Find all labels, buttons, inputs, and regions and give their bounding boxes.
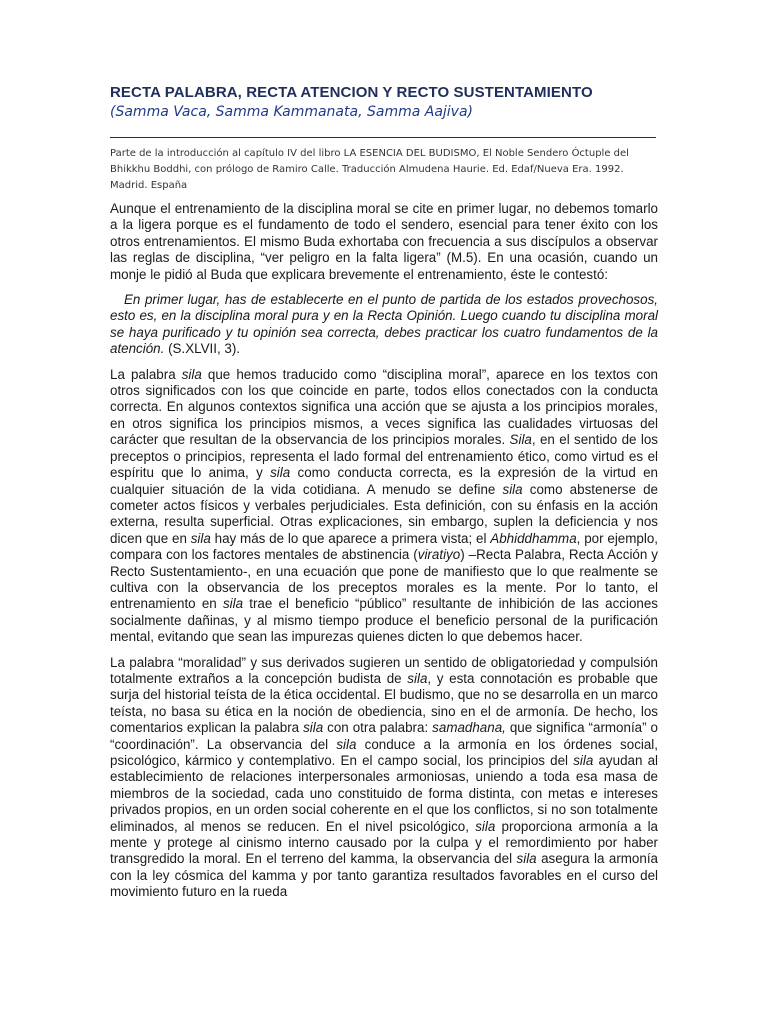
paragraph-1: Aunque el entrenamiento de la disciplina moral se cite en primer lugar, no debemos tomarlo a la ligera porque es el fundamento de todo el sendero, esencial para tener éxito con los otros entrenamientos. El mismo Buda exhortaba con frecuencia a sus discípulos a observar las reglas de disciplina, “ver peligro en la falta ligera” (M.5). En una ocasión, cuando un monje le pidió al Buda que explicara brevemente el entrenamiento, éste le contestó: xyxy=(110,201,658,282)
document-subtitle: (Samma Vaca, Samma Kammanata, Samma Aajiva) xyxy=(110,104,474,120)
italic-term: samadhana, xyxy=(432,720,506,736)
buddha-quote xyxy=(110,292,658,358)
italic-term: Abhiddhamma xyxy=(490,530,577,546)
paragraph-2: La palabra sila que hemos traducido como “disciplina moral”, aparece en los textos con otros significados con los que coincide en parte, todos ellos conectados con la conducta correcta. En algunos contextos significa una acción que se ajusta a los principios morales, en otros significa los principios mismos, a veces significa las cualidades virtuosas del carácter que resultan de la observancia de los principios morales. Sila, en el sentido de los preceptos o principios, representa el lado formal del entrenamiento ético, como virtud es el espíritu que lo anima, y sila como conducta correcta, es la expresión de la virtud en cualquier situación de la vida cotidiana. A menudo se define sila como abstenerse de cometer actos físicos y verbales perjudiciales. Esta definición, con su énfasis en la acción externa, resulta superficial. Otras explicaciones, sin embargo, suplen la deficiencia y nos dicen que en sila hay más de lo que aparece a primera vista; el Abhiddhamma, por ejemplo, compara con los factores mentales de abstinencia (viratiyo) –Recta Palabra, Recta Acción y Recto Sustentamiento-, en una ecuación que pone de manifiesto que lo que realmente se cultiva con la observancia de los preceptos morales es la mente. Por lo tanto, el entrenamiento en sila trae el beneficio “público” resultante de inhibición de las acciones socialmente dañinas, y al mismo tiempo produce el beneficio personal de la purificación mental, evitando que sean las impurezas quienes dicten lo que debemos hacer. xyxy=(110,366,658,645)
italic-term: sila xyxy=(181,366,202,382)
italic-term: sila xyxy=(475,818,496,834)
italic-term: sila xyxy=(270,465,291,481)
italic-term: sila xyxy=(573,753,594,768)
source-note: Parte de la introducción al capítulo IV del libro LA ESENCIA DEL BUDISMO, El Noble Sendero Óctuple del Bhikkhu Boddhi, con prólogo de Ramiro Calle. Traducción Almudena Haurie. Ed. Edaf/Nueva Era. 1992. Madrid. España xyxy=(110,148,629,191)
italic-term: sila xyxy=(407,670,428,686)
italic-term: sila xyxy=(190,530,211,546)
italic-term: Sila xyxy=(509,432,532,448)
title-divider xyxy=(110,137,656,138)
quote-reference: (S.XLVII, 3). xyxy=(164,341,241,357)
italic-term: sila xyxy=(336,736,357,752)
quote-text: En primer lugar, has de establecerte en el punto de partida de los estados provechosos, esto es, en la disciplina moral pura y en la Recta Opinión. Luego cuando tu disciplina moral se haya purificado y tu opinión sea correcta, debes practicar los cuatro fundamentos de la atención. xyxy=(110,292,658,357)
paragraph-3: La palabra “moralidad” y sus derivados sugieren un sentido de obligatoriedad y compulsión totalmente extraños a la concepción budista de sila, y esta connotación es probable que surja del historial teísta de la ética occidental. El budismo, que no se desarrolla en un marco teísta, no basa su ética en la noción de obediencia, sino en el de armonía. De hecho, los comentarios explican la palabra sila con otra palabra: samadhana, que significa “armonía” o “coordinación”. La observancia del sila conduce a la armonía en los órdenes social, psicológico, kármico y contemplativo. En el campo social, los principios del sila ayudan al establecimiento de relaciones interpersonales armoniosas, uniendo a toda esa masa de miembros de la sociedad, cada uno constituido de forma distinta, con metas e intereses privados propios, en un orden social coherente en el que los conflictos, si no son totalmente eliminados, al menos se reducen. En el nivel psicológico, sila proporciona armonía a la mente y protege al cinismo interno causado por la culpa y el remordimiento por haber transgredido la moral. En el terreno del kamma, la observancia del sila asegura la armonía con la ley cósmica del kamma y por tanto garantiza resultados favorables en el curso del movimiento futuro en la rueda xyxy=(110,654,659,900)
document-title: RECTA PALABRA, RECTA ATENCION Y RECTO SUSTENTAMIENTO xyxy=(110,84,593,101)
italic-term: sila xyxy=(303,720,324,736)
italic-term: sila xyxy=(516,851,537,867)
document-body xyxy=(110,201,658,910)
italic-term: viratiyo xyxy=(417,547,461,563)
italic-term: sila xyxy=(222,596,244,612)
italic-term: sila xyxy=(502,481,523,497)
